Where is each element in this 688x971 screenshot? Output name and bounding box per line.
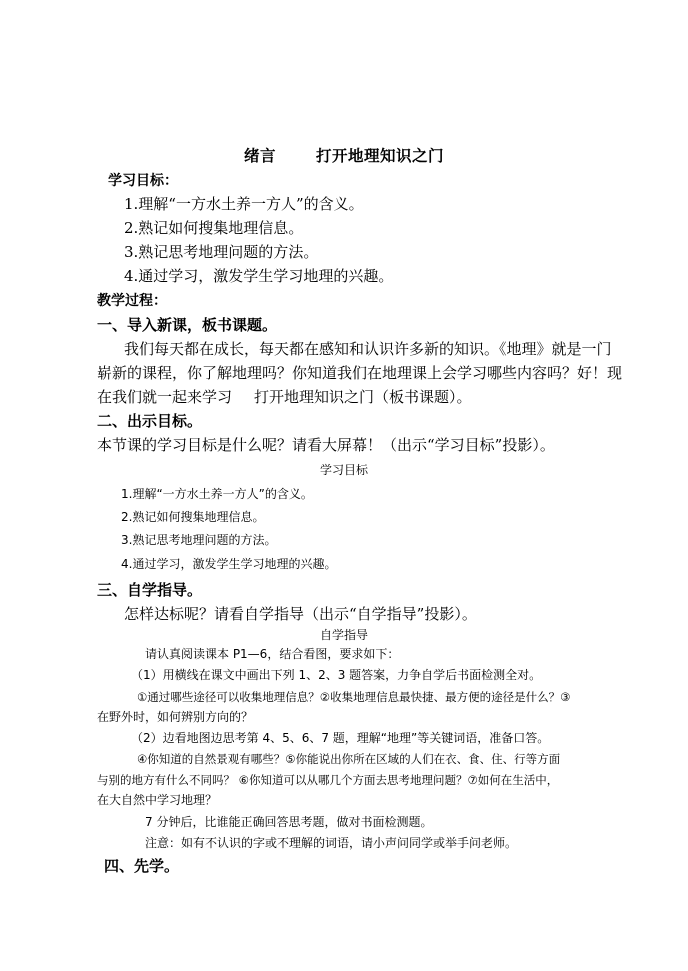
objective-item-3: 3.熟记思考地理问题的方法。 (124, 243, 319, 261)
slide2-line-1: 请认真阅读课本 P1—6，结合看图，要求如下： (145, 647, 400, 661)
section3-text: 怎样达标呢？请看自学指导（出示“自学指导”投影）。 (124, 605, 477, 623)
process-heading: 教学过程： (97, 293, 167, 309)
page-title (0, 146, 688, 166)
slide2-line-7: 与别的地方有什么不同吗？ ⑥你知道可以从哪几个方面去思考地理问题？⑦如何在生活中， (97, 773, 559, 787)
slide1-title: 学习目标 (319, 463, 368, 477)
slide2-line-8: 在大自然中学习地理？ (97, 793, 218, 807)
section1-line-2: 崭新的课程，你了解地理吗？你知道我们在地理课上会学习哪些内容吗？好！现 (97, 364, 623, 382)
slide2-line-10: 注意：如有不认识的字或不理解的词语，请小声问同学或举手问老师。 (145, 836, 518, 850)
objective-item-4: 4.通过学习，激发学生学习地理的兴趣。 (124, 267, 394, 285)
section1-heading: 一、导入新课，板书课题。 (97, 316, 278, 334)
section2-text: 本节课的学习目标是什么呢？请看大屏幕！（出示“学习目标”投影）。 (97, 436, 555, 454)
slide1-item-2: 2.熟记如何搜集地理信息。 (121, 510, 265, 524)
slide2-line-2: （1）用横线在课文中画出下列 1、2、3 题答案，力争自学后书面检测全对。 (131, 668, 542, 682)
title-left: 绪言 (243, 146, 276, 165)
slide1-item-3: 3.熟记思考地理问题的方法。 (121, 533, 277, 547)
slide2-line-4: 在野外时，如何辨别方向的？ (97, 710, 254, 724)
section1-line-3 (97, 387, 472, 407)
slide2-line-6: ④你知道的自然景观有哪些？⑤你能说出你所在区域的人们在衣、食、住、行等方面 (137, 752, 561, 766)
slide1-item-1: 1.理解“一方水土养一方人”的含义。 (121, 487, 313, 501)
section2-heading: 二、出示目标。 (97, 412, 203, 430)
objective-item-1: 1.理解“一方水土养一方人”的含义。 (124, 195, 364, 213)
slide1-item-4: 4.通过学习，激发学生学习地理的兴趣。 (121, 557, 337, 571)
slide2-title: 自学指导 (319, 628, 368, 642)
section4-heading: 四、先学。 (104, 857, 180, 875)
section1-line-3b: 打开地理知识之门（板书课题）。 (254, 388, 472, 406)
section3-heading: 三、自学指导。 (97, 581, 203, 599)
slide2-line-9: 7 分钟后，比谁能正确回答思考题，做对书面检测题。 (145, 815, 433, 829)
title-right: 打开地理知识之门 (316, 146, 445, 165)
objective-item-2: 2.熟记如何搜集地理信息。 (124, 219, 304, 237)
slide2-line-3: ①通过哪些途径可以收集地理信息？②收集地理信息最快捷、最方便的途径是什么？③ (137, 690, 571, 704)
section1-line-1: 我们每天都在成长，每天都在感知和认识许多新的知识。《地理》就是一门 (124, 340, 612, 358)
objectives-heading: 学习目标： (108, 173, 178, 189)
slide2-line-5: （2）边看地图边思考第 4、5、6、7 题，理解“地理”等关键词语，准备口答。 (131, 731, 550, 745)
section1-line-3a: 在我们就一起来学习 (97, 388, 233, 406)
